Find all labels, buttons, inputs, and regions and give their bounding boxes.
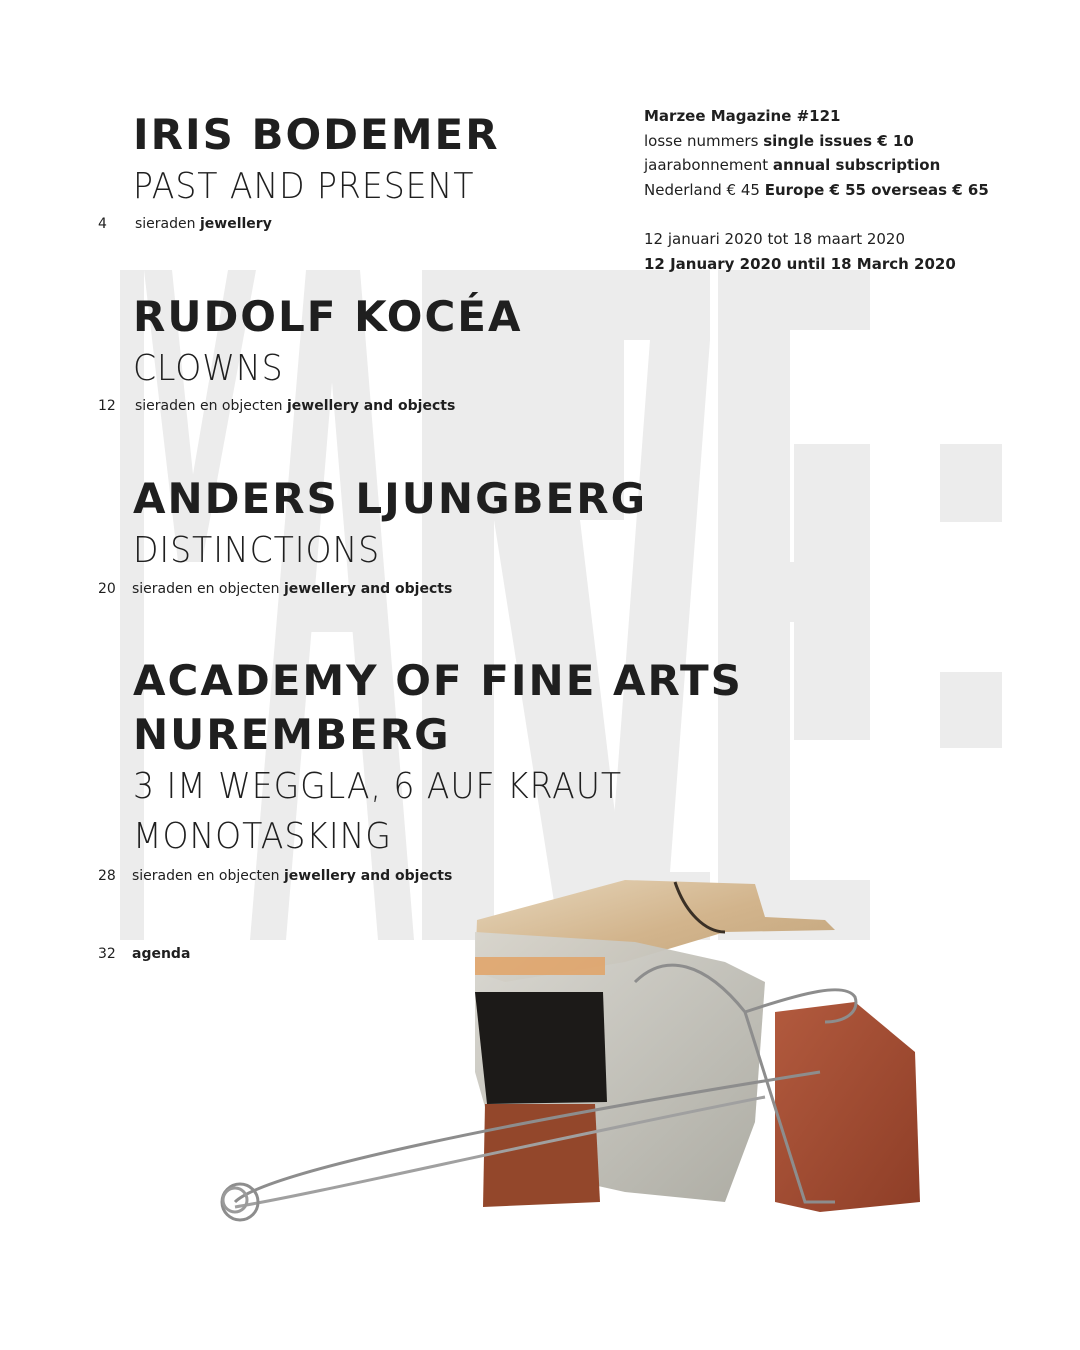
page-number: 32	[98, 946, 116, 962]
subscription-nl: jaarabonnement	[644, 156, 769, 174]
category-en: jewellery	[199, 216, 272, 232]
page-number: 4	[98, 216, 107, 232]
category-nl: sieraden	[135, 216, 196, 232]
magazine-info	[644, 104, 989, 276]
entry-title: IRIS BODEMER	[133, 110, 500, 159]
entry-academy-nuremberg	[133, 654, 743, 862]
category-nl: sieraden en objecten	[132, 868, 280, 884]
dates-en: 12 January 2020 until 18 March 2020	[644, 254, 956, 273]
brooch-photo	[205, 872, 935, 1232]
category-nl: sieraden en objecten	[132, 581, 280, 597]
prices-en: Europe € 55 overseas € 65	[764, 180, 989, 199]
subscription-prices	[644, 178, 989, 203]
single-issue-price	[644, 129, 989, 154]
entry-subtitle: 3 IM WEGGLA, 6 AUF KRAUT	[133, 766, 623, 807]
entry-subtitle: PAST AND PRESENT	[133, 166, 475, 207]
entry-anders-ljungberg	[133, 472, 647, 576]
category-nl: sieraden en objecten	[135, 398, 283, 414]
agenda-text: agenda	[132, 946, 191, 962]
entry-subtitle: MONOTASKING	[133, 816, 392, 857]
page-number: 20	[98, 581, 116, 597]
entry-title: ANDERS LJUNGBERG	[133, 474, 648, 523]
dates-nl: 12 januari 2020 tot 18 maart 2020	[644, 230, 906, 248]
prices-nl: Nederland € 45	[644, 180, 760, 199]
entry-title: NUREMBERG	[133, 710, 451, 759]
entry-category	[135, 398, 455, 414]
entry-rudolf-kocea	[133, 290, 522, 394]
entry-title: RUDOLF KOCÉA	[133, 292, 523, 341]
entry-category	[132, 581, 452, 597]
entry-iris-bodemer	[133, 108, 504, 212]
category-en: jewellery and objects	[283, 868, 453, 884]
subscription-label	[644, 153, 989, 178]
category-en: jewellery and objects	[283, 581, 453, 597]
entry-title: ACADEMY OF FINE ARTS	[133, 656, 743, 705]
category-en: jewellery and objects	[286, 398, 456, 414]
single-nl: losse nummers	[644, 131, 759, 150]
page-number: 12	[98, 398, 116, 414]
page-number: 28	[98, 868, 116, 884]
magazine-title: Marzee Magazine #121	[644, 107, 841, 125]
entry-subtitle: DISTINCTIONS	[133, 530, 381, 571]
agenda-label	[132, 946, 190, 962]
subscription-en: annual subscription	[772, 156, 941, 174]
single-en: single issues € 10	[763, 131, 914, 150]
entry-category	[135, 216, 272, 232]
entry-subtitle: CLOWNS	[133, 348, 284, 389]
